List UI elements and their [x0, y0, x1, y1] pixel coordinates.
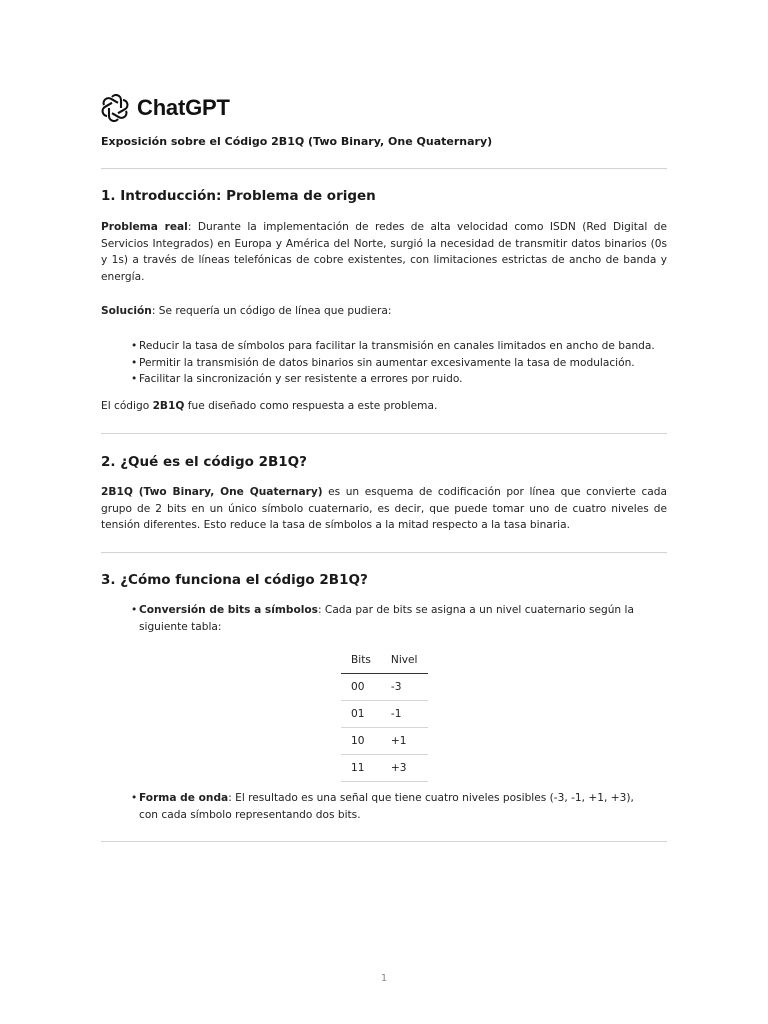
solution-paragraph [101, 303, 667, 320]
code-name-bold: 2B1Q [152, 400, 185, 412]
definition-paragraph [101, 484, 667, 534]
bits-conversion-bullet: • Conversión de bits a símbolos: Cada par de bits se asigna a un nivel cuaternario según la siguiente tabla: [131, 604, 634, 633]
list-item: • Permitir la transmisión de datos binarios sin aumentar excesivamente la tasa de modulación. [131, 355, 667, 372]
bullet-dot: • [131, 373, 138, 386]
table-cell: 00 [341, 674, 381, 701]
section-2-heading: 2. ¿Qué es el código 2B1Q? [101, 454, 307, 470]
waveform-bullet: • Forma de onda: El resultado es una señal que tiene cuatro niveles posibles (-3, -1, +1, +3), con cada símbolo representando dos bits. [131, 792, 634, 821]
document-title: Exposición sobre el Código 2B1Q (Two Binary, One Quaternary) [101, 135, 493, 148]
table-cell: -1 [381, 701, 428, 728]
table-cell: -3 [381, 674, 428, 701]
table-row [341, 701, 428, 728]
problem-paragraph [101, 219, 667, 285]
bullet-dot: • [131, 792, 138, 804]
table-row [341, 755, 428, 782]
section-1-heading: 1. Introducción: Problema de origen [101, 188, 376, 204]
table-header-row [341, 647, 428, 674]
brand-header [101, 93, 230, 123]
table-row [341, 674, 428, 701]
list-item: • Facilitar la sincronización y ser resistente a errores por ruido. [131, 371, 667, 388]
bullet-dot: • [131, 340, 138, 352]
table-cell: 10 [341, 728, 381, 755]
list-item: • Reducir la tasa de símbolos para facilitar la transmisión en canales limitados en ancho de banda. [131, 338, 667, 355]
divider [101, 841, 667, 842]
divider [101, 433, 667, 434]
brand-name: ChatGPT [137, 95, 230, 120]
divider [101, 168, 667, 169]
solution-text: : Se requería un código de línea que pudiera: [151, 305, 392, 317]
definition-text: es un esquema de codificación por línea que convierte cada grupo de 2 bits en un único símbolo cuaternario, es decir, que puede tomar uno de cuatro niveles de tensión diferentes. Esto reduce la tasa de símbolos a la mitad respecto a la tasa binaria. [101, 486, 667, 532]
openai-knot-icon [101, 94, 129, 122]
solution-label: Solución [101, 305, 152, 317]
table-cell: +3 [381, 755, 428, 782]
table-cell: +1 [381, 728, 428, 755]
bullet-dot: • [131, 604, 138, 616]
section-3-heading: 3. ¿Cómo funciona el código 2B1Q? [101, 572, 368, 588]
column-header-bits: Bits [341, 647, 381, 674]
table-cell: 01 [341, 701, 381, 728]
page-number: 1 [380, 973, 388, 984]
bullet-label: Conversión de bits a símbolos [139, 604, 318, 616]
divider [101, 552, 667, 553]
problem-text: : Durante la implementación de redes de alta velocidad como ISDN (Red Digital de Servicios Integrados) en Europa y América del Norte, surgió la necesidad de transmitir datos binarios (0s y 1s) a través de líneas telefónicas de cobre existentes, con limitaciones estrictas de ancho de banda y energía. [101, 221, 668, 283]
table-cell: 11 [341, 755, 381, 782]
column-header-level: Nivel [381, 647, 428, 674]
bullet-dot: • [131, 356, 138, 369]
definition-lead: 2B1Q (Two Binary, One Quaternary) [101, 486, 323, 498]
bits-level-table [341, 647, 428, 782]
problem-label: Problema real [101, 221, 188, 233]
table-row [341, 728, 428, 755]
bullet-label: Forma de onda [139, 792, 229, 804]
solution-bullet-list [131, 338, 667, 388]
closing-paragraph: El código 2B1Q fue diseñado como respuesta a este problema. [101, 400, 438, 412]
